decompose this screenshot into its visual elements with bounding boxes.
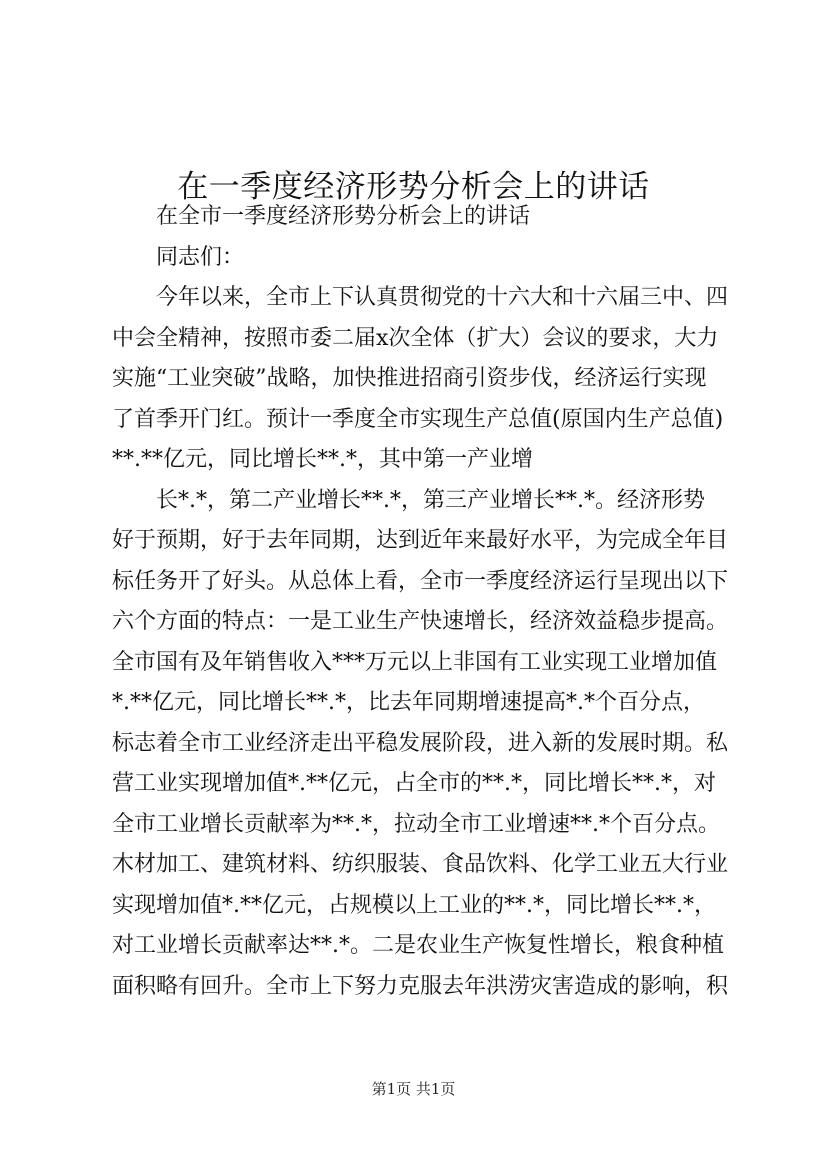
paragraph-line: 实现增加值*.**亿元，占规模以上工业的**.*，同比增长**.*， xyxy=(112,892,716,918)
paragraph-line: 六个方面的特点：一是工业生产快速增长，经济效益稳步提高。 xyxy=(112,609,729,634)
paragraph-line: 全市工业增长贡献率为**.*，拉动全市工业增速**.*个百分点。 xyxy=(112,811,720,837)
paragraph-line: **.**亿元，同比增长**.*，其中第一产业增 xyxy=(112,447,533,472)
salutation-line: 同志们： xyxy=(156,244,245,270)
paragraph-line: 全市国有及年销售收入***万元以上非国有工业实现工业增加值 xyxy=(112,649,718,675)
paragraph-line: 了首季开门红。预计一季度全市实现生产总值(原国内生产总值) xyxy=(112,406,724,432)
paragraph-line: 面积略有回升。全市上下努力克服去年洪涝灾害造成的影响，积 xyxy=(112,973,729,999)
paragraph-line: 营工业实现增加值*.**亿元，占全市的**.*，同比增长**.*，对 xyxy=(112,771,716,796)
paragraph-line: *.**亿元，同比增长**.*，比去年同期增速提高*.*个百分点， xyxy=(112,690,705,715)
page-title: 在一季度经济形势分析会上的讲话 xyxy=(177,168,650,205)
paragraph-line: 好于预期，好于去年同期，达到近年来最好水平，为完成全年目 xyxy=(112,528,729,553)
subtitle-line: 在全市一季度经济形势分析会上的讲话 xyxy=(156,204,531,229)
page-footer: 第1页 共1页 xyxy=(371,1080,456,1098)
paragraph-line: 中会全精神，按照市委二届x次全体（扩大）会议的要求，大力 xyxy=(112,325,719,351)
paragraph-line: 标任务开了好头。从总体上看，全市一季度经济运行呈现出以下 xyxy=(112,568,729,594)
document-body xyxy=(112,197,742,1007)
paragraph-line: 长*.*，第二产业增长**.*，第三产业增长**.*。经济形势 xyxy=(156,487,705,513)
paragraph-line: 木材加工、建筑材料、纺织服装、食品饮料、化学工业五大行业 xyxy=(112,852,729,877)
paragraph-line: 实施“工业突破”战略，加快推进招商引资步伐，经济运行实现 xyxy=(112,366,707,391)
paragraph-line: 对工业增长贡献率达**.*。二是农业生产恢复性增长，粮食种植 xyxy=(112,933,724,958)
paragraph-line: 标志着全市工业经济走出平稳发展阶段，进入新的发展时期。私 xyxy=(112,730,729,756)
paragraph-line: 今年以来，全市上下认真贯彻党的十六大和十六届三中、四 xyxy=(156,285,729,310)
